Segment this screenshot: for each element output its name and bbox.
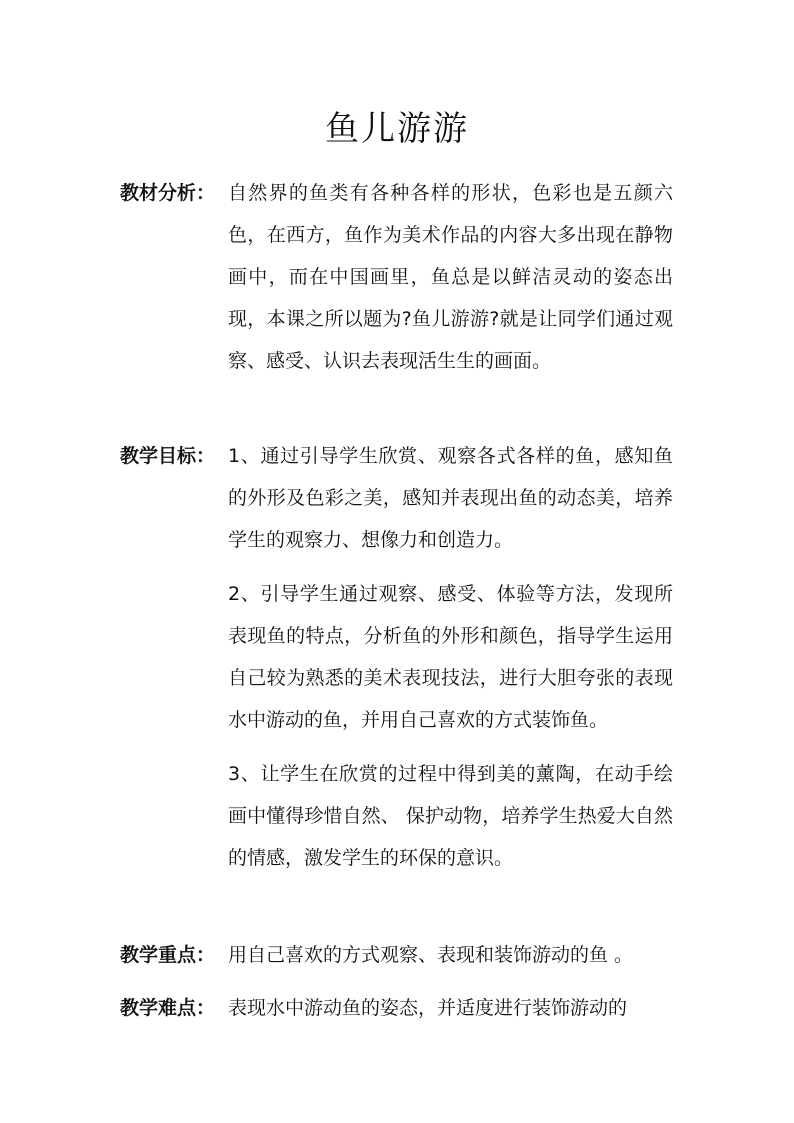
paragraph: 表现水中游动鱼的姿态，并适度进行装饰游动的 (228, 997, 628, 1019)
paragraph: 自然界的鱼类有各种各样的形状，色彩也是五颜六色，在西方，鱼作为美术作品的内容大多出现在静物画中，而在中国画里，鱼总是以鲜洁灵动的姿态出现，本课之所以题为?鱼儿游游?就是让同学们通过观察、感受、认识去表现活生生的画面。 (228, 182, 673, 372)
section-body (228, 987, 673, 1029)
section-label: 教材分析： (120, 182, 216, 204)
section-label: 教学重点： (120, 944, 216, 966)
section-textbook-analysis (120, 172, 680, 432)
section-difficulties (120, 987, 680, 1032)
section-body (228, 435, 673, 879)
section-teaching-goals (120, 435, 680, 925)
goal-item-1: 1、通过引导学生欣赏、观察各式各样的鱼，感知鱼的外形及色彩之美，感知并表现出鱼的动态美，培养学生的观察力、想像力和创造力。 (228, 445, 673, 551)
page-title: 鱼儿游游 (325, 109, 469, 149)
section-label: 教学难点： (120, 997, 216, 1019)
goal-item-2: 2、引导学生通过观察、感受、体验等方法，发现所表现鱼的特点，分析鱼的外形和颜色，指导学生运用自己较为熟悉的美术表现技法，进行大胆夸张的表现水中游动的鱼，并用自己喜欢的方式装饰鱼。 (228, 583, 673, 731)
paragraph: 用自己喜欢的方式观察、表现和装饰游动的鱼 。 (228, 944, 634, 966)
section-body (228, 934, 673, 976)
section-key-points (120, 934, 680, 979)
goal-item-3: 3、让学生在欣赏的过程中得到美的薰陶，在动手绘画中懂得珍惜自然、 保护动物，培养学生热爱大自然的情感，激发学生的环保的意识。 (228, 763, 673, 869)
section-label: 教学目标： (120, 445, 216, 467)
section-body (228, 172, 673, 382)
